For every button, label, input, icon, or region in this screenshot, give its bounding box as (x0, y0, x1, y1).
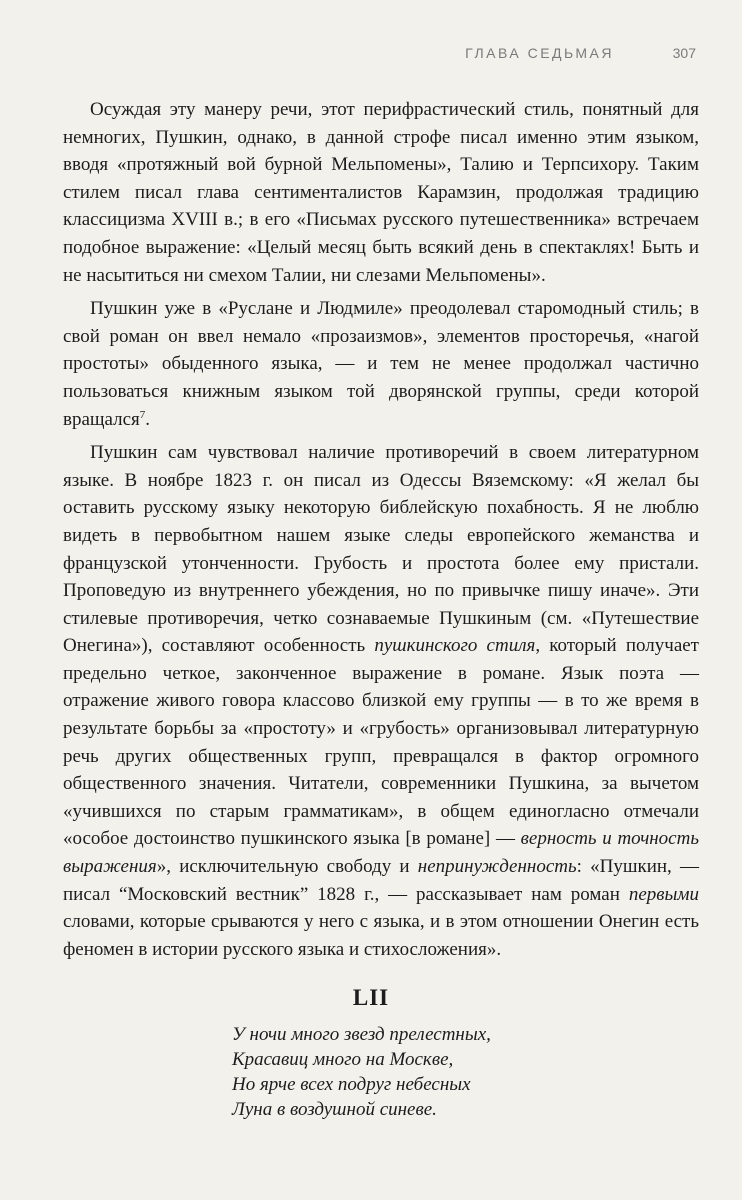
paragraph-2 (63, 295, 699, 433)
stanza-number: LII (352, 985, 390, 1010)
emphasis-accuracy: верность и точность выражения (63, 828, 699, 878)
paragraph-1 (63, 96, 699, 289)
emphasis-pushkin-style: пушкинского стиля (374, 635, 536, 657)
verse-line: Красавиц много на Москве, (232, 1049, 454, 1070)
verse-line: Но ярче всех подруг небесных (232, 1074, 471, 1095)
emphasis-first-words: первыми (628, 883, 699, 905)
chapter-title: ГЛАВА СЕДЬМАЯ (465, 45, 614, 61)
emphasis-ease: непринужденность (417, 856, 577, 878)
paragraph-2-text: Пушкин уже в «Руслане и Людмиле» преодолевал старомодный стиль; в свой роман он ввел немало «прозаизмов», элементов просторечья, «нагой простоты» обыденного языка, — и тем не менее продолжал частично пользоваться книжным языком той дворянской группы, среди которой вращался (63, 298, 699, 430)
verse-line: Луна в воздушной синеве. (232, 1099, 437, 1120)
body-text (63, 96, 699, 963)
footnote-marker: 7 (139, 408, 146, 421)
verse-line: У ночи много звезд прелестных, (232, 1024, 491, 1045)
paragraph-3-part-3: », исключительную свободу и (156, 856, 418, 878)
paragraph-3-tail: словами, которые срываются у него с языка, и в этом отношении Онегин есть феномен в истории русского языка и стихосложения». (63, 911, 699, 960)
paragraph-2-tail: . (145, 408, 151, 430)
paragraph-3-part-2: , который получает предельно четкое, законченное выражение в романе. Язык поэта — отражение живого говора классово близкой ему группы — в то же время в результате борьбы за «простоту» и «грубость» организовывал литературную речь других общественных групп, превращался в фактор огромного общественного значения. Читатели, современники Пушкина, за вычетом «учившихся по старым грамматикам», в общем единогласно отмечали «особое достоинство пушкинского языка [в романе] — (63, 635, 699, 850)
running-head (0, 45, 742, 65)
paragraph-3 (63, 439, 699, 963)
paragraph-3-part-4: : «Пушкин, — писал “Московский вестник” 1828 г., — рассказывает нам роман (63, 856, 699, 905)
poem-stanza (232, 1022, 491, 1122)
paragraph-1-text: Осуждая эту манеру речи, этот перифрастический стиль, понятный для немногих, Пушкин, однако, в данной строфе писал именно этим языком, вводя «протяжный вой бурной Мельпомены», Талию и Терпсихору. Таким стилем писал глава сентименталистов Карамзин, продолжая традицию классицизма XVIII в.; в его «Письмах русского путешественника» встречаем подобное выражение: «Целый месяц быть всякий день в спектаклях! Быть и не насытиться ни смехом Талии, ни слезами Мельпомены». (63, 99, 699, 286)
paragraph-3-text: Пушкин сам чувствовал наличие противоречий в своем литературном языке. В ноябре 1823 г. он писал из Одессы Вяземскому: «Я желал бы оставить русскому языку некоторую библейскую похабность. Я не люблю видеть в первобытном нашем языке следы европейского жеманства и французской утонченности. Грубость и простота более ему пристали. Проповедую из внутреннего убеждения, но по привычке пишу иначе». Эти стилевые противоречия, четко сознаваемые Пушкиным (см. «Путешествие Онегина»), составляют особенность (63, 442, 699, 657)
page-number: 307 (672, 45, 696, 61)
